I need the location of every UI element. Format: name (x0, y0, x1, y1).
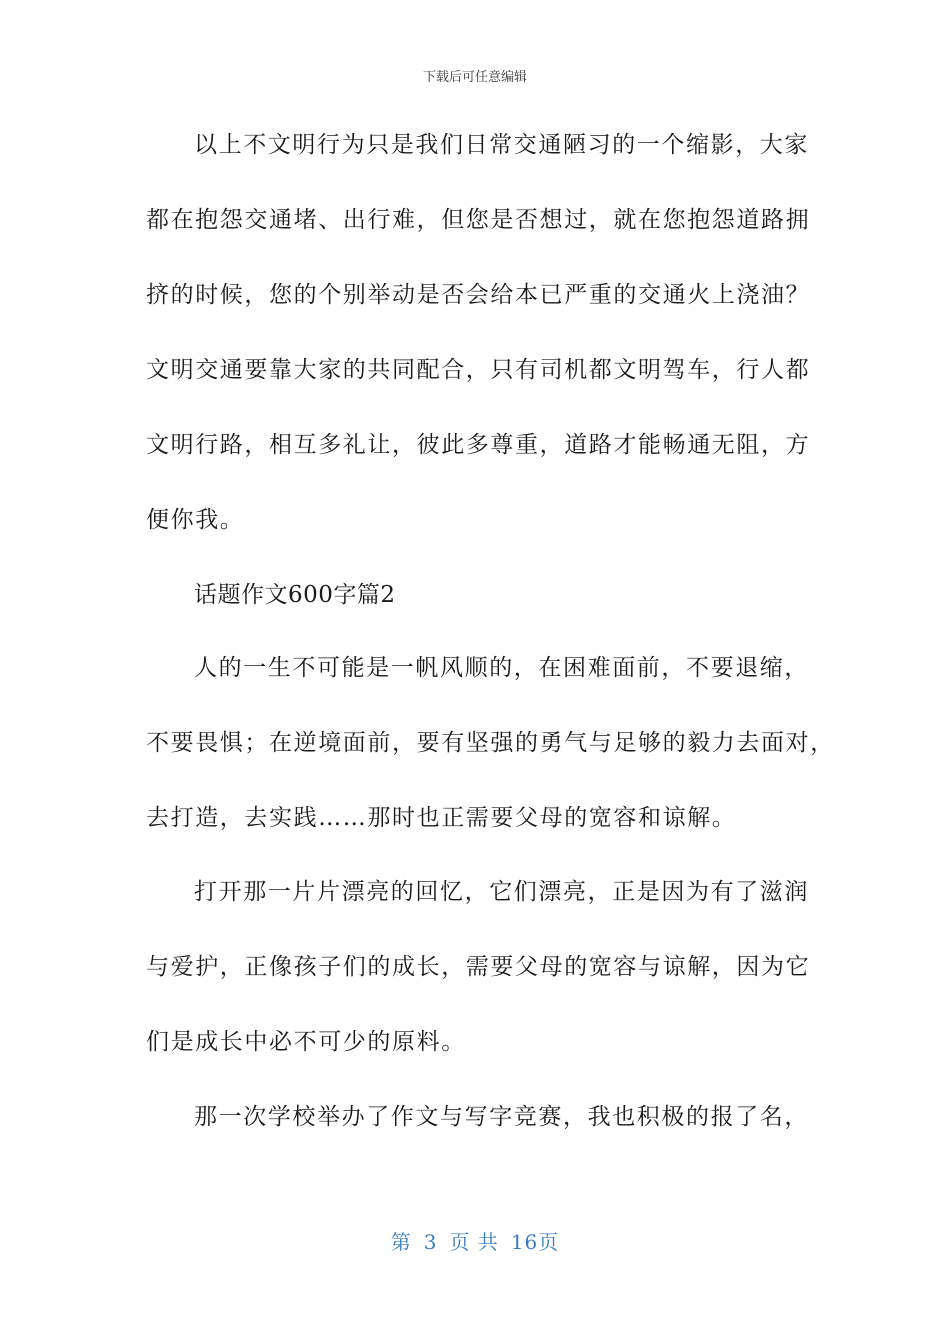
paragraph-1-line-6: 便你我。 (146, 507, 245, 533)
paragraph-1-line-1: 以上不文明行为只是我们日常交通陋习的一个缩影，大家 (194, 132, 809, 158)
footer-current-page: 3 (423, 1230, 438, 1254)
paragraph-2-line-2: 不要畏惧；在逆境面前，要有坚强的勇气与足够的毅力去面对， (146, 730, 835, 756)
paragraph-3-line-3: 们是成长中必不可少的原料。 (146, 1029, 466, 1055)
paragraph-2-line-3: 去打造，去实践……那时也正需要父母的宽容和谅解。 (146, 805, 737, 831)
paragraph-2-line-1: 人的一生不可能是一帆风顺的，在困难面前，不要退缩， (194, 655, 809, 681)
page-footer (0, 1226, 950, 1255)
footer-prefix: 第 (390, 1230, 412, 1254)
paragraph-3-line-2: 与爱护，正像孩子们的成长，需要父母的宽容与谅解，因为它 (146, 954, 811, 980)
paragraph-4-line-1: 那一次学校举办了作文与写字竞赛，我也积极的报了名， (194, 1104, 809, 1130)
paragraph-1-line-3: 挤的时候，您的个别举动是否会给本已严重的交通火上浇油？ (146, 282, 811, 308)
footer-mid: 页 共 (449, 1230, 499, 1254)
paragraph-1-line-5: 文明行路，相互多礼让，彼此多尊重，道路才能畅通无阻，方 (146, 432, 811, 458)
page-header-note: 下载后可任意编辑 (422, 70, 527, 85)
paragraph-3-line-1: 打开那一片片漂亮的回忆，它们漂亮，正是因为有了滋润 (194, 879, 809, 905)
paragraph-1-line-4: 文明交通要靠大家的共同配合，只有司机都文明驾车，行人都 (146, 357, 811, 383)
footer-total-pages: 16页 (510, 1230, 560, 1254)
paragraph-1-line-2: 都在抱怨交通堵、出行难，但您是否想过，就在您抱怨道路拥 (146, 207, 811, 233)
section-heading: 话题作文600字篇2 (194, 582, 396, 608)
